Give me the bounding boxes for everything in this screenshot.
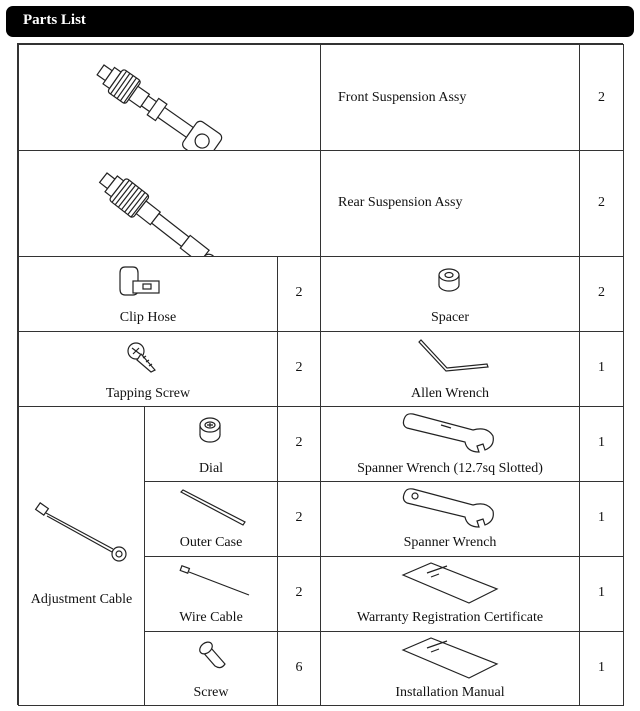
spanner-slotted-illustration — [401, 411, 501, 455]
manual-cell — [320, 631, 580, 706]
dial-qty-cell — [277, 406, 321, 482]
clip-hose-qty-cell — [277, 256, 321, 332]
wire-cable-qty-cell — [277, 556, 321, 632]
warranty-certificate-illustration — [401, 561, 501, 605]
clip-hose-label: Clip Hose — [119, 310, 177, 325]
parts-table — [17, 43, 623, 705]
allen-wrench-cell — [320, 331, 580, 407]
clip-hose-illustration — [117, 265, 177, 305]
screw-label: Screw — [193, 685, 229, 700]
rear-suspension-qty-cell — [579, 150, 624, 257]
spanner-label: Spanner Wrench — [403, 535, 497, 550]
manual-qty-cell — [579, 631, 624, 706]
spacer-qty: 2 — [598, 285, 605, 300]
outer-case-cell — [144, 481, 278, 557]
spacer-illustration — [437, 267, 467, 297]
outer-case-illustration — [179, 490, 249, 526]
screw-illustration — [197, 640, 231, 674]
adjustment-cable-illustration — [33, 501, 143, 571]
tapping-screw-cell — [18, 331, 278, 407]
spanner-illustration — [401, 486, 501, 530]
spanner-slotted-qty-cell — [579, 406, 624, 482]
spacer-label: Spacer — [430, 310, 470, 325]
spacer-cell — [320, 256, 580, 332]
front-suspension-name-cell — [320, 44, 580, 151]
allen-wrench-qty: 1 — [598, 360, 605, 375]
wire-cable-cell — [144, 556, 278, 632]
allen-wrench-qty-cell — [579, 331, 624, 407]
outer-case-label: Outer Case — [179, 535, 243, 550]
rear-suspension-name-cell — [320, 150, 580, 257]
screw-qty: 6 — [295, 660, 303, 675]
spanner-slotted-label: Spanner Wrench (12.7sq Slotted) — [357, 461, 543, 476]
wire-cable-qty: 2 — [295, 585, 303, 600]
warranty-qty-cell — [579, 556, 624, 632]
front-suspension-illustration — [19, 45, 322, 152]
spanner-slotted-qty: 1 — [598, 435, 605, 450]
warranty-label: Warranty Registration Certificate — [356, 610, 544, 625]
tapping-screw-qty: 2 — [295, 360, 303, 375]
rear-suspension-qty: 2 — [598, 195, 605, 210]
rear-suspension-image-cell — [18, 150, 321, 257]
spanner-cell — [320, 481, 580, 557]
tapping-screw-qty-cell — [277, 331, 321, 407]
spanner-qty: 1 — [598, 510, 605, 525]
wire-cable-label: Wire Cable — [179, 610, 243, 625]
screw-cell — [144, 631, 278, 706]
warranty-qty: 1 — [598, 585, 605, 600]
front-suspension-image-cell — [18, 44, 321, 151]
tapping-screw-label: Tapping Screw — [105, 386, 191, 401]
warranty-cell — [320, 556, 580, 632]
rear-suspension-name: Rear Suspension Assy — [338, 195, 463, 210]
front-suspension-qty-cell — [579, 44, 624, 151]
spanner-slotted-cell — [320, 406, 580, 482]
screw-qty-cell — [277, 631, 321, 706]
adjustment-cable-label: Adjustment Cable — [30, 592, 133, 607]
spanner-qty-cell — [579, 481, 624, 557]
spacer-qty-cell — [579, 256, 624, 332]
dial-illustration — [197, 415, 227, 449]
wire-cable-illustration — [179, 565, 255, 601]
dial-cell — [144, 406, 278, 482]
manual-label: Installation Manual — [395, 685, 505, 700]
dial-label: Dial — [198, 461, 224, 476]
outer-case-qty: 2 — [295, 510, 303, 525]
clip-hose-cell — [18, 256, 278, 332]
front-suspension-name: Front Suspension Assy — [338, 90, 467, 105]
front-suspension-qty: 2 — [598, 90, 605, 105]
manual-qty: 1 — [598, 660, 605, 675]
outer-case-qty-cell — [277, 481, 321, 557]
installation-manual-illustration — [401, 636, 501, 680]
parts-list-header — [6, 6, 634, 37]
adjustment-cable-cell — [18, 406, 145, 706]
allen-wrench-label: Allen Wrench — [410, 386, 490, 401]
tapping-screw-illustration — [125, 340, 165, 380]
rear-suspension-illustration — [19, 151, 322, 258]
clip-hose-qty: 2 — [295, 285, 303, 300]
dial-qty: 2 — [295, 435, 303, 450]
allen-wrench-illustration — [415, 338, 495, 378]
page-title: Parts List — [23, 12, 86, 28]
